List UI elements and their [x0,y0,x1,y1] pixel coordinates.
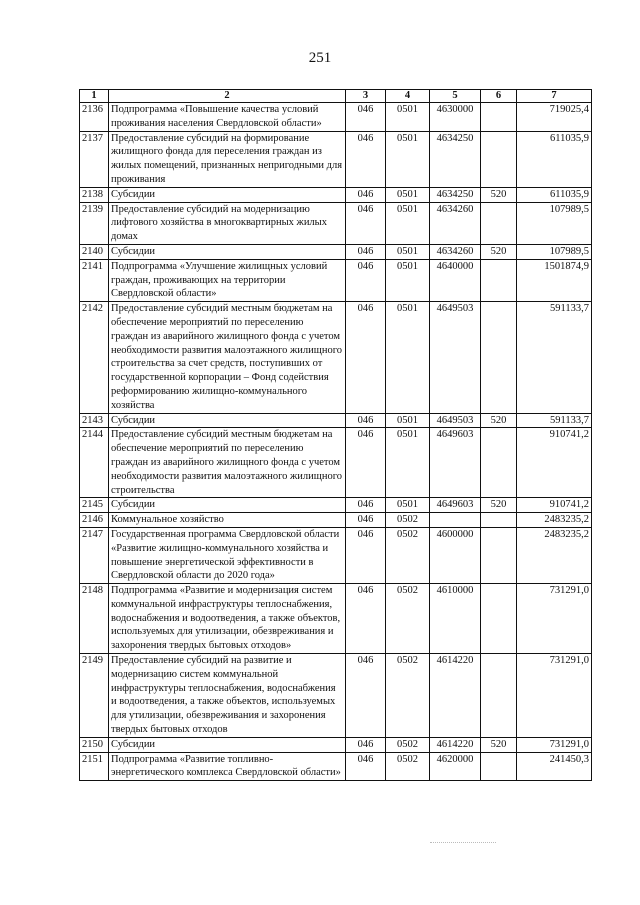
table-row [80,584,592,654]
row-expense-type [481,202,517,244]
row-section-code: 0501 [386,244,430,259]
row-name: Предоставление субсидий местным бюджетам на обеспечение мероприятий по переселению граждан из аварийного жилищного фонда с учетом необходимости развития малоэтажного жилищного строительства за счет средств, поступивших от государственной корпорации – Фонд содействия реформированию жилищно-коммунального хозяйства [109,302,346,413]
header-col-7: 7 [517,90,592,103]
row-number: 2148 [80,584,109,654]
row-section-code: 0501 [386,187,430,202]
row-number: 2143 [80,413,109,428]
table-row [80,103,592,132]
row-number: 2139 [80,202,109,244]
budget-table [79,89,592,781]
row-number: 2145 [80,498,109,513]
header-col-6: 6 [481,90,517,103]
row-section-code: 0501 [386,202,430,244]
row-target-code: 4634250 [430,187,481,202]
row-expense-type: 520 [481,498,517,513]
row-name: Коммунальное хозяйство [109,513,346,528]
table-row [80,498,592,513]
row-target-code: 4634260 [430,202,481,244]
row-number: 2144 [80,428,109,498]
table-row [80,202,592,244]
row-expense-type [481,428,517,498]
table-row [80,654,592,738]
row-section-code: 0502 [386,584,430,654]
row-name: Предоставление субсидий на развитие и модернизацию систем коммунальной инфраструктуры теплоснабжения, водоснабжения и водоотведения, а также объектов, используемых для утилизации, обезвреживания и захоронения твердых бытовых отходов [109,654,346,738]
row-amount: 611035,9 [517,187,592,202]
row-amount: 731291,0 [517,584,592,654]
row-name: Предоставление субсидий на формирование жилищного фонда для переселения граждан из жилых помещений, признанных непригодными для проживания [109,131,346,187]
row-number: 2136 [80,103,109,132]
row-name: Предоставление субсидий на модернизацию лифтового хозяйства в многоквартирных жилых домах [109,202,346,244]
row-target-code: 4649603 [430,428,481,498]
row-target-code: 4634260 [430,244,481,259]
row-section-code: 0501 [386,413,430,428]
row-ministry-code: 046 [346,654,386,738]
table-row [80,413,592,428]
row-ministry-code: 046 [346,244,386,259]
row-name: Государственная программа Свердловской области «Развитие жилищно-коммунального хозяйства и повышение энергетической эффективности в Свердловской области до 2020 года» [109,527,346,583]
header-col-4: 4 [386,90,430,103]
table-row [80,752,592,781]
row-amount: 2483235,2 [517,513,592,528]
row-name: Предоставление субсидий местным бюджетам на обеспечение мероприятий по переселению граждан из аварийного жилищного фонда с учетом необходимости развития малоэтажного жилищного строительства [109,428,346,498]
row-expense-type: 520 [481,187,517,202]
row-ministry-code: 046 [346,584,386,654]
row-target-code: 4649603 [430,498,481,513]
row-expense-type: 520 [481,737,517,752]
row-target-code: 4649503 [430,302,481,413]
row-name: Субсидии [109,244,346,259]
row-name: Субсидии [109,413,346,428]
row-expense-type [481,752,517,781]
row-ministry-code: 046 [346,413,386,428]
row-amount: 241450,3 [517,752,592,781]
row-target-code [430,513,481,528]
table-row [80,259,592,301]
header-col-5: 5 [430,90,481,103]
row-number: 2147 [80,527,109,583]
row-target-code: 4614220 [430,737,481,752]
row-target-code: 4614220 [430,654,481,738]
row-ministry-code: 046 [346,259,386,301]
row-expense-type: 520 [481,244,517,259]
row-name: Подпрограмма «Улучшение жилищных условий граждан, проживающих на территории Свердловской области» [109,259,346,301]
row-number: 2150 [80,737,109,752]
row-ministry-code: 046 [346,103,386,132]
row-expense-type: 520 [481,413,517,428]
row-expense-type [481,513,517,528]
row-ministry-code: 046 [346,527,386,583]
row-target-code: 4630000 [430,103,481,132]
row-amount: 910741,2 [517,498,592,513]
table-row [80,513,592,528]
header-col-1: 1 [80,90,109,103]
row-ministry-code: 046 [346,202,386,244]
row-section-code: 0501 [386,131,430,187]
row-amount: 591133,7 [517,413,592,428]
row-amount: 611035,9 [517,131,592,187]
row-ministry-code: 046 [346,187,386,202]
row-name: Подпрограмма «Развитие топливно-энергетического комплекса Свердловской области» [109,752,346,781]
table-row [80,187,592,202]
row-section-code: 0501 [386,103,430,132]
row-amount: 731291,0 [517,737,592,752]
row-amount: 1501874,9 [517,259,592,301]
row-number: 2140 [80,244,109,259]
row-amount: 731291,0 [517,654,592,738]
row-number: 2141 [80,259,109,301]
row-amount: 107989,5 [517,202,592,244]
row-name: Субсидии [109,737,346,752]
row-section-code: 0501 [386,428,430,498]
row-number: 2146 [80,513,109,528]
row-expense-type [481,103,517,132]
row-ministry-code: 046 [346,513,386,528]
row-target-code: 4640000 [430,259,481,301]
row-number: 2151 [80,752,109,781]
row-expense-type [481,654,517,738]
table-row [80,737,592,752]
header-col-3: 3 [346,90,386,103]
table-row [80,131,592,187]
row-target-code: 4634250 [430,131,481,187]
row-section-code: 0502 [386,737,430,752]
row-section-code: 0502 [386,654,430,738]
row-amount: 910741,2 [517,428,592,498]
row-section-code: 0502 [386,527,430,583]
header-col-2: 2 [109,90,346,103]
row-section-code: 0502 [386,513,430,528]
row-ministry-code: 046 [346,752,386,781]
row-amount: 2483235,2 [517,527,592,583]
row-number: 2149 [80,654,109,738]
row-amount: 719025,4 [517,103,592,132]
row-target-code: 4620000 [430,752,481,781]
row-number: 2138 [80,187,109,202]
table-row [80,302,592,413]
row-expense-type [481,302,517,413]
row-section-code: 0502 [386,752,430,781]
row-expense-type [481,584,517,654]
row-amount: 591133,7 [517,302,592,413]
row-section-code: 0501 [386,302,430,413]
row-ministry-code: 046 [346,737,386,752]
row-section-code: 0501 [386,259,430,301]
row-ministry-code: 046 [346,498,386,513]
row-name: Субсидии [109,498,346,513]
row-name: Подпрограмма «Развитие и модернизация систем коммунальной инфраструктуры теплоснабжения, водоснабжения и водоотведения, а также объектов, используемых для утилизации, обезвреживания и захоронения твердых бытовых отходов» [109,584,346,654]
row-expense-type [481,259,517,301]
row-expense-type [481,527,517,583]
row-ministry-code: 046 [346,302,386,413]
row-target-code: 4610000 [430,584,481,654]
row-name: Субсидии [109,187,346,202]
row-amount: 107989,5 [517,244,592,259]
row-number: 2142 [80,302,109,413]
row-name: Подпрограмма «Повышение качества условий проживания населения Свердловской области» [109,103,346,132]
row-expense-type [481,131,517,187]
row-target-code: 4600000 [430,527,481,583]
row-ministry-code: 046 [346,428,386,498]
page-number: 251 [308,50,332,66]
row-ministry-code: 046 [346,131,386,187]
table-row [80,428,592,498]
row-number: 2137 [80,131,109,187]
table-row [80,527,592,583]
table-row [80,244,592,259]
row-target-code: 4649503 [430,413,481,428]
table-header-row [80,90,592,103]
scan-mark [430,842,496,843]
row-section-code: 0501 [386,498,430,513]
